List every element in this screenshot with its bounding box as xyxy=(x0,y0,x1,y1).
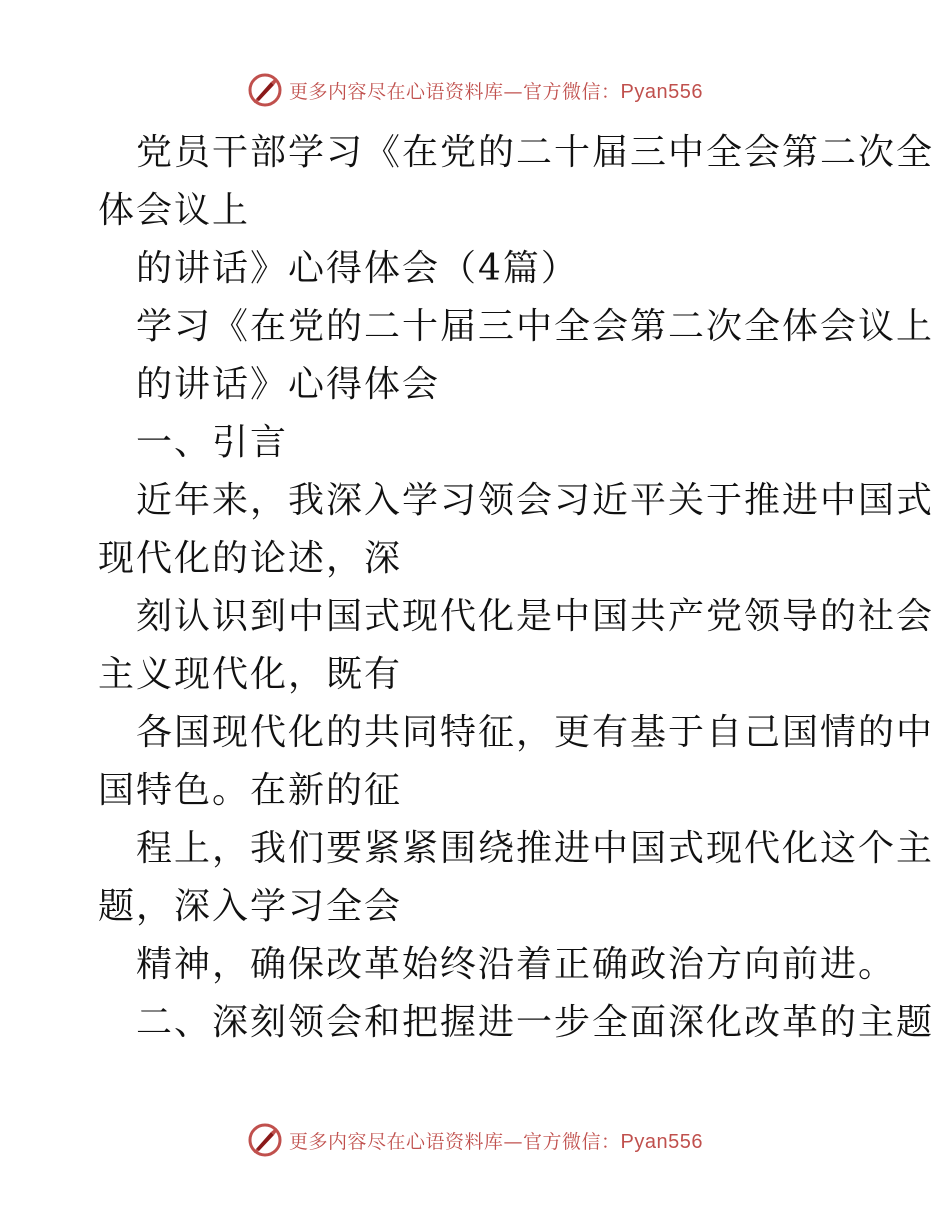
text-line: 精神，确保改革始终沿着正确政治方向前进。 xyxy=(136,944,897,985)
quill-pen-logo-icon xyxy=(247,72,283,108)
text-line: 学习《在党的二十届三中全会第二次全体会议上 xyxy=(136,306,935,347)
text-line: 主义现代化，既有 xyxy=(98,654,403,695)
text-line: 国特色。在新的征 xyxy=(98,770,403,811)
text-line: 现代化的论述，深 xyxy=(98,538,403,579)
footer-banner xyxy=(0,1120,950,1160)
text-line: 的讲话》心得体会（4篇） xyxy=(136,248,579,289)
text-line: 二、深刻领会和把握进一步全面深化改革的主题 xyxy=(136,1002,935,1043)
text-line: 题，深入学习全会 xyxy=(98,886,403,927)
quill-pen-logo-icon xyxy=(247,1122,283,1158)
banner-text: 更多内容尽在心语资料库—官方微信：Pyan556 xyxy=(289,1130,703,1153)
text-line: 体会议上 xyxy=(98,190,251,231)
text-line: 刻认识到中国式现代化是中国共产党领导的社会 xyxy=(136,596,935,637)
text-line: 近年来，我深入学习领会习近平关于推进中国式 xyxy=(136,480,935,521)
banner-text: 更多内容尽在心语资料库—官方微信：Pyan556 xyxy=(289,80,703,103)
text-line: 的讲话》心得体会 xyxy=(136,364,441,405)
text-line: 一、引言 xyxy=(136,422,289,463)
article-body xyxy=(98,124,935,1052)
text-line: 各国现代化的共同特征，更有基于自己国情的中 xyxy=(136,712,935,753)
text-line: 程上，我们要紧紧围绕推进中国式现代化这个主 xyxy=(136,828,935,869)
text-line: 党员干部学习《在党的二十届三中全会第二次全 xyxy=(136,132,935,173)
header-banner xyxy=(0,70,950,110)
